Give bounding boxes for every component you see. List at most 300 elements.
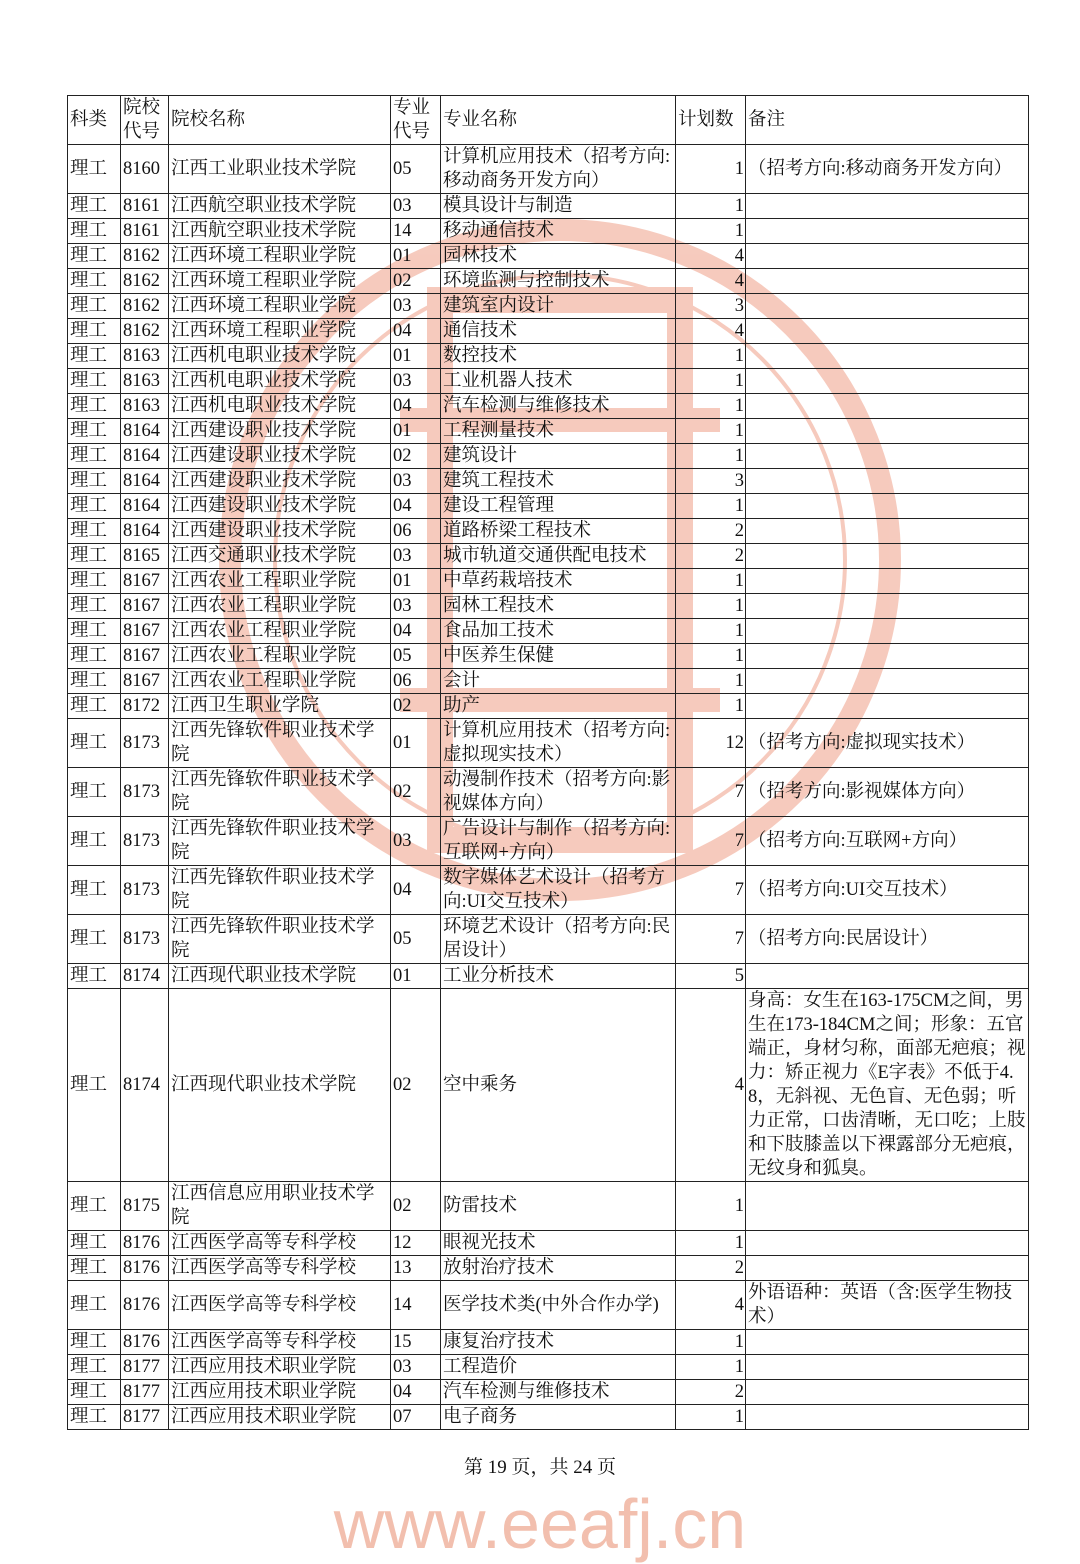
cell-major-code: 06 — [391, 519, 441, 544]
cell-major-name: 环境监测与控制技术 — [441, 269, 676, 294]
header-school-name: 院校名称 — [169, 96, 391, 145]
cell-plan: 1 — [676, 1330, 746, 1355]
cell-school-name: 江西机电职业技术学院 — [169, 394, 391, 419]
cell-major-name: 城市轨道交通供配电技术 — [441, 544, 676, 569]
cell-major-name: 数控技术 — [441, 344, 676, 369]
cell-school-code: 8177 — [121, 1380, 169, 1405]
table-row — [68, 817, 1029, 866]
cell-category: 理工 — [68, 444, 121, 469]
cell-school-code: 8167 — [121, 669, 169, 694]
cell-plan: 7 — [676, 768, 746, 817]
cell-major-code: 04 — [391, 494, 441, 519]
table-row — [68, 244, 1029, 269]
cell-school-name: 江西工业职业技术学院 — [169, 145, 391, 194]
cell-category: 理工 — [68, 619, 121, 644]
cell-major-code: 03 — [391, 544, 441, 569]
cell-school-code: 8174 — [121, 989, 169, 1182]
cell-school-code: 8173 — [121, 915, 169, 964]
cell-major-name: 建筑设计 — [441, 444, 676, 469]
cell-plan: 1 — [676, 1355, 746, 1380]
cell-plan: 7 — [676, 915, 746, 964]
cell-major-name: 工业分析技术 — [441, 964, 676, 989]
table-row — [68, 394, 1029, 419]
cell-remark — [746, 219, 1029, 244]
cell-major-name: 防雷技术 — [441, 1182, 676, 1231]
table-row — [68, 1405, 1029, 1430]
table-row — [68, 669, 1029, 694]
cell-remark — [746, 694, 1029, 719]
cell-major-name: 建筑工程技术 — [441, 469, 676, 494]
cell-major-code: 04 — [391, 1380, 441, 1405]
cell-major-code: 02 — [391, 269, 441, 294]
table-row — [68, 694, 1029, 719]
header-category: 科类 — [68, 96, 121, 145]
cell-school-code: 8176 — [121, 1231, 169, 1256]
cell-plan: 1 — [676, 694, 746, 719]
table-row — [68, 494, 1029, 519]
cell-school-code: 8167 — [121, 644, 169, 669]
cell-major-name: 道路桥梁工程技术 — [441, 519, 676, 544]
cell-major-name: 计算机应用技术（招考方向:虚拟现实技术） — [441, 719, 676, 768]
cell-major-name: 数字媒体艺术设计（招考方向:UI交互技术） — [441, 866, 676, 915]
cell-major-code: 13 — [391, 1256, 441, 1281]
cell-major-name: 移动通信技术 — [441, 219, 676, 244]
cell-category: 理工 — [68, 989, 121, 1182]
cell-school-code: 8163 — [121, 369, 169, 394]
cell-major-code: 04 — [391, 866, 441, 915]
cell-school-name: 江西交通职业技术学院 — [169, 544, 391, 569]
cell-plan: 1 — [676, 344, 746, 369]
cell-major-name: 汽车检测与维修技术 — [441, 394, 676, 419]
table-row — [68, 964, 1029, 989]
cell-school-name: 江西环境工程职业学院 — [169, 269, 391, 294]
cell-school-name: 江西农业工程职业学院 — [169, 594, 391, 619]
cell-category: 理工 — [68, 494, 121, 519]
cell-category: 理工 — [68, 1380, 121, 1405]
table-row — [68, 915, 1029, 964]
cell-plan: 1 — [676, 1405, 746, 1430]
cell-school-name: 江西农业工程职业学院 — [169, 619, 391, 644]
table-row — [68, 989, 1029, 1182]
table-row — [68, 444, 1029, 469]
cell-major-code: 01 — [391, 344, 441, 369]
cell-major-code: 05 — [391, 644, 441, 669]
cell-major-code: 02 — [391, 1182, 441, 1231]
cell-major-code: 01 — [391, 244, 441, 269]
cell-major-code: 03 — [391, 1355, 441, 1380]
cell-school-name: 江西现代职业技术学院 — [169, 989, 391, 1182]
table-row — [68, 469, 1029, 494]
cell-remark — [746, 344, 1029, 369]
cell-school-name: 江西先锋软件职业技术学院 — [169, 817, 391, 866]
cell-major-code: 04 — [391, 394, 441, 419]
cell-remark — [746, 494, 1029, 519]
cell-category: 理工 — [68, 519, 121, 544]
cell-major-name: 计算机应用技术（招考方向:移动商务开发方向） — [441, 145, 676, 194]
cell-major-name: 汽车检测与维修技术 — [441, 1380, 676, 1405]
page-number: 第 19 页，共 24 页 — [463, 1457, 616, 1478]
cell-school-name: 江西航空职业技术学院 — [169, 194, 391, 219]
cell-category: 理工 — [68, 369, 121, 394]
cell-school-code: 8167 — [121, 569, 169, 594]
cell-school-name: 江西先锋软件职业技术学院 — [169, 768, 391, 817]
cell-major-code: 05 — [391, 145, 441, 194]
cell-remark — [746, 294, 1029, 319]
table-row — [68, 619, 1029, 644]
cell-category: 理工 — [68, 694, 121, 719]
table-row — [68, 219, 1029, 244]
cell-category: 理工 — [68, 964, 121, 989]
cell-major-name: 中医养生保健 — [441, 644, 676, 669]
header-major-code: 专业代号 — [391, 96, 441, 145]
cell-major-code: 03 — [391, 194, 441, 219]
cell-category: 理工 — [68, 1355, 121, 1380]
cell-plan: 1 — [676, 145, 746, 194]
table-row — [68, 1182, 1029, 1231]
cell-remark — [746, 544, 1029, 569]
cell-plan: 2 — [676, 1256, 746, 1281]
cell-plan: 1 — [676, 594, 746, 619]
cell-remark — [746, 469, 1029, 494]
cell-category: 理工 — [68, 1330, 121, 1355]
cell-category: 理工 — [68, 219, 121, 244]
cell-school-name: 江西环境工程职业学院 — [169, 244, 391, 269]
cell-plan: 12 — [676, 719, 746, 768]
cell-major-code: 03 — [391, 469, 441, 494]
cell-category: 理工 — [68, 1182, 121, 1231]
cell-major-code: 01 — [391, 419, 441, 444]
cell-plan: 7 — [676, 866, 746, 915]
cell-remark — [746, 569, 1029, 594]
cell-category: 理工 — [68, 194, 121, 219]
header-remark: 备注 — [746, 96, 1029, 145]
cell-plan: 1 — [676, 369, 746, 394]
cell-plan: 1 — [676, 494, 746, 519]
cell-major-code: 01 — [391, 964, 441, 989]
table-header-row — [68, 96, 1029, 145]
cell-major-name: 工程造价 — [441, 1355, 676, 1380]
table-row — [68, 594, 1029, 619]
cell-remark — [746, 1231, 1029, 1256]
table-row — [68, 369, 1029, 394]
cell-major-name: 广告设计与制作（招考方向:互联网+方向） — [441, 817, 676, 866]
cell-remark — [746, 964, 1029, 989]
table-row — [68, 1380, 1029, 1405]
cell-plan: 1 — [676, 644, 746, 669]
cell-plan: 2 — [676, 1380, 746, 1405]
cell-plan: 1 — [676, 444, 746, 469]
cell-remark — [746, 594, 1029, 619]
cell-school-code: 8162 — [121, 294, 169, 319]
table-row — [68, 644, 1029, 669]
cell-remark: （招考方向:UI交互技术） — [746, 866, 1029, 915]
cell-school-code: 8176 — [121, 1256, 169, 1281]
cell-major-code: 02 — [391, 768, 441, 817]
cell-remark: （招考方向:影视媒体方向） — [746, 768, 1029, 817]
cell-category: 理工 — [68, 594, 121, 619]
cell-remark: （招考方向:移动商务开发方向） — [746, 145, 1029, 194]
cell-major-code: 15 — [391, 1330, 441, 1355]
cell-major-name: 园林工程技术 — [441, 594, 676, 619]
cell-plan: 4 — [676, 319, 746, 344]
table-row — [68, 569, 1029, 594]
cell-school-name: 江西农业工程职业学院 — [169, 569, 391, 594]
cell-school-name: 江西现代职业技术学院 — [169, 964, 391, 989]
cell-school-code: 8165 — [121, 544, 169, 569]
table-row — [68, 1355, 1029, 1380]
cell-school-code: 8167 — [121, 594, 169, 619]
cell-school-code: 8162 — [121, 319, 169, 344]
cell-remark — [746, 644, 1029, 669]
cell-remark — [746, 669, 1029, 694]
table-row — [68, 866, 1029, 915]
cell-school-name: 江西应用技术职业学院 — [169, 1405, 391, 1430]
cell-school-code: 8164 — [121, 419, 169, 444]
cell-plan: 1 — [676, 1182, 746, 1231]
cell-category: 理工 — [68, 394, 121, 419]
table-row — [68, 719, 1029, 768]
cell-category: 理工 — [68, 644, 121, 669]
cell-major-name: 通信技术 — [441, 319, 676, 344]
cell-plan: 1 — [676, 194, 746, 219]
cell-major-code: 05 — [391, 915, 441, 964]
cell-school-name: 江西建设职业技术学院 — [169, 444, 391, 469]
cell-category: 理工 — [68, 669, 121, 694]
cell-category: 理工 — [68, 319, 121, 344]
cell-remark — [746, 1182, 1029, 1231]
cell-category: 理工 — [68, 768, 121, 817]
cell-remark: 身高：女生在163-175CM之间，男生在173-184CM之间；形象：五官端正，身材匀称，面部无疤痕；视力：矫正视力《E字表》不低于4.8，无斜视、无色盲、无色弱；听力正常，口齿清晰，无口吃；上肢和下肢膝盖以下裸露部分无疤痕，无纹身和狐臭。 — [746, 989, 1029, 1182]
cell-school-code: 8164 — [121, 444, 169, 469]
cell-category: 理工 — [68, 1256, 121, 1281]
cell-school-name: 江西信息应用职业技术学院 — [169, 1182, 391, 1231]
cell-major-name: 中草药栽培技术 — [441, 569, 676, 594]
cell-school-code: 8161 — [121, 219, 169, 244]
cell-school-name: 江西建设职业技术学院 — [169, 469, 391, 494]
cell-school-name: 江西医学高等专科学校 — [169, 1281, 391, 1330]
cell-major-name: 空中乘务 — [441, 989, 676, 1182]
table-row — [68, 319, 1029, 344]
cell-school-code: 8176 — [121, 1330, 169, 1355]
cell-remark — [746, 1256, 1029, 1281]
cell-school-code: 8175 — [121, 1182, 169, 1231]
cell-major-name: 工程测量技术 — [441, 419, 676, 444]
cell-major-name: 眼视光技术 — [441, 1231, 676, 1256]
cell-major-name: 康复治疗技术 — [441, 1330, 676, 1355]
cell-major-code: 14 — [391, 1281, 441, 1330]
header-major-name: 专业名称 — [441, 96, 676, 145]
cell-remark — [746, 519, 1029, 544]
cell-category: 理工 — [68, 569, 121, 594]
table-row — [68, 1256, 1029, 1281]
cell-plan: 7 — [676, 817, 746, 866]
cell-major-code: 06 — [391, 669, 441, 694]
cell-remark: （招考方向:虚拟现实技术） — [746, 719, 1029, 768]
cell-category: 理工 — [68, 244, 121, 269]
table-row — [68, 519, 1029, 544]
cell-major-code: 01 — [391, 569, 441, 594]
cell-category: 理工 — [68, 1231, 121, 1256]
cell-plan: 4 — [676, 989, 746, 1182]
cell-plan: 1 — [676, 394, 746, 419]
cell-school-code: 8162 — [121, 269, 169, 294]
cell-major-code: 14 — [391, 219, 441, 244]
cell-major-code: 01 — [391, 719, 441, 768]
cell-major-code: 04 — [391, 319, 441, 344]
cell-category: 理工 — [68, 269, 121, 294]
cell-major-code: 04 — [391, 619, 441, 644]
cell-remark: （招考方向:民居设计） — [746, 915, 1029, 964]
table-row — [68, 1231, 1029, 1256]
table-row — [68, 768, 1029, 817]
cell-school-name: 江西应用技术职业学院 — [169, 1380, 391, 1405]
cell-plan: 2 — [676, 519, 746, 544]
cell-plan: 1 — [676, 569, 746, 594]
cell-remark — [746, 1355, 1029, 1380]
cell-school-code: 8172 — [121, 694, 169, 719]
table-row — [68, 1281, 1029, 1330]
cell-plan: 4 — [676, 244, 746, 269]
cell-remark — [746, 394, 1029, 419]
header-plan: 计划数 — [676, 96, 746, 145]
cell-plan: 1 — [676, 219, 746, 244]
cell-remark — [746, 419, 1029, 444]
cell-category: 理工 — [68, 1281, 121, 1330]
cell-plan: 4 — [676, 1281, 746, 1330]
cell-category: 理工 — [68, 419, 121, 444]
table-row — [68, 344, 1029, 369]
cell-category: 理工 — [68, 344, 121, 369]
cell-category: 理工 — [68, 469, 121, 494]
cell-major-code: 12 — [391, 1231, 441, 1256]
cell-school-name: 江西机电职业技术学院 — [169, 344, 391, 369]
cell-plan: 3 — [676, 294, 746, 319]
cell-category: 理工 — [68, 1405, 121, 1430]
cell-remark — [746, 619, 1029, 644]
cell-major-name: 建筑室内设计 — [441, 294, 676, 319]
cell-remark: 外语语种：英语（含:医学生物技术） — [746, 1281, 1029, 1330]
cell-category: 理工 — [68, 145, 121, 194]
cell-school-code: 8173 — [121, 866, 169, 915]
cell-school-name: 江西医学高等专科学校 — [169, 1330, 391, 1355]
cell-major-name: 环境艺术设计（招考方向:民居设计） — [441, 915, 676, 964]
cell-school-name: 江西医学高等专科学校 — [169, 1231, 391, 1256]
cell-plan: 1 — [676, 619, 746, 644]
table-row — [68, 419, 1029, 444]
cell-school-name: 江西卫生职业学院 — [169, 694, 391, 719]
cell-category: 理工 — [68, 294, 121, 319]
cell-school-code: 8173 — [121, 719, 169, 768]
cell-school-name: 江西环境工程职业学院 — [169, 319, 391, 344]
cell-school-name: 江西医学高等专科学校 — [169, 1256, 391, 1281]
cell-major-code: 07 — [391, 1405, 441, 1430]
cell-remark — [746, 1330, 1029, 1355]
cell-school-name: 江西先锋软件职业技术学院 — [169, 915, 391, 964]
cell-remark — [746, 244, 1029, 269]
cell-school-name: 江西环境工程职业学院 — [169, 294, 391, 319]
cell-school-code: 8164 — [121, 519, 169, 544]
cell-major-name: 建设工程管理 — [441, 494, 676, 519]
cell-school-name: 江西应用技术职业学院 — [169, 1355, 391, 1380]
cell-school-code: 8164 — [121, 469, 169, 494]
cell-school-code: 8161 — [121, 194, 169, 219]
cell-school-name: 江西农业工程职业学院 — [169, 669, 391, 694]
watermark-site: www.eeafj.cn — [333, 1485, 747, 1563]
cell-school-code: 8160 — [121, 145, 169, 194]
cell-school-name: 江西建设职业技术学院 — [169, 419, 391, 444]
cell-major-name: 会计 — [441, 669, 676, 694]
admission-plan-table — [67, 95, 1029, 1430]
cell-school-name: 江西农业工程职业学院 — [169, 644, 391, 669]
cell-school-code: 8177 — [121, 1355, 169, 1380]
cell-plan: 1 — [676, 419, 746, 444]
cell-school-code: 8177 — [121, 1405, 169, 1430]
table-row — [68, 194, 1029, 219]
cell-major-name: 助产 — [441, 694, 676, 719]
cell-plan: 3 — [676, 469, 746, 494]
cell-school-code: 8164 — [121, 494, 169, 519]
cell-school-code: 8163 — [121, 394, 169, 419]
cell-school-code: 8176 — [121, 1281, 169, 1330]
cell-school-code: 8173 — [121, 817, 169, 866]
cell-major-code: 03 — [391, 817, 441, 866]
cell-remark — [746, 269, 1029, 294]
cell-category: 理工 — [68, 866, 121, 915]
cell-plan: 5 — [676, 964, 746, 989]
table-row — [68, 1330, 1029, 1355]
cell-plan: 1 — [676, 669, 746, 694]
cell-plan: 4 — [676, 269, 746, 294]
table-row — [68, 294, 1029, 319]
cell-major-name: 放射治疗技术 — [441, 1256, 676, 1281]
cell-major-code: 03 — [391, 369, 441, 394]
cell-school-name: 江西建设职业技术学院 — [169, 519, 391, 544]
cell-remark — [746, 194, 1029, 219]
cell-major-name: 食品加工技术 — [441, 619, 676, 644]
header-school-code: 院校代号 — [121, 96, 169, 145]
cell-remark — [746, 319, 1029, 344]
cell-major-name: 园林技术 — [441, 244, 676, 269]
cell-plan: 1 — [676, 1231, 746, 1256]
table-row — [68, 145, 1029, 194]
cell-major-code: 03 — [391, 594, 441, 619]
cell-remark — [746, 1380, 1029, 1405]
cell-major-code: 02 — [391, 989, 441, 1182]
cell-school-name: 江西机电职业技术学院 — [169, 369, 391, 394]
cell-school-code: 8173 — [121, 768, 169, 817]
cell-category: 理工 — [68, 817, 121, 866]
cell-major-name: 工业机器人技术 — [441, 369, 676, 394]
cell-major-name: 医学技术类(中外合作办学) — [441, 1281, 676, 1330]
cell-remark: （招考方向:互联网+方向） — [746, 817, 1029, 866]
cell-school-name: 江西航空职业技术学院 — [169, 219, 391, 244]
cell-school-code: 8174 — [121, 964, 169, 989]
table-row — [68, 544, 1029, 569]
cell-school-code: 8162 — [121, 244, 169, 269]
cell-major-name: 电子商务 — [441, 1405, 676, 1430]
cell-school-name: 江西先锋软件职业技术学院 — [169, 866, 391, 915]
table-row — [68, 269, 1029, 294]
cell-remark — [746, 444, 1029, 469]
cell-major-code: 02 — [391, 444, 441, 469]
cell-category: 理工 — [68, 915, 121, 964]
cell-school-name: 江西先锋软件职业技术学院 — [169, 719, 391, 768]
cell-remark — [746, 369, 1029, 394]
cell-major-name: 模具设计与制造 — [441, 194, 676, 219]
cell-school-code: 8163 — [121, 344, 169, 369]
cell-major-name: 动漫制作技术（招考方向:影视媒体方向） — [441, 768, 676, 817]
cell-major-code: 02 — [391, 694, 441, 719]
